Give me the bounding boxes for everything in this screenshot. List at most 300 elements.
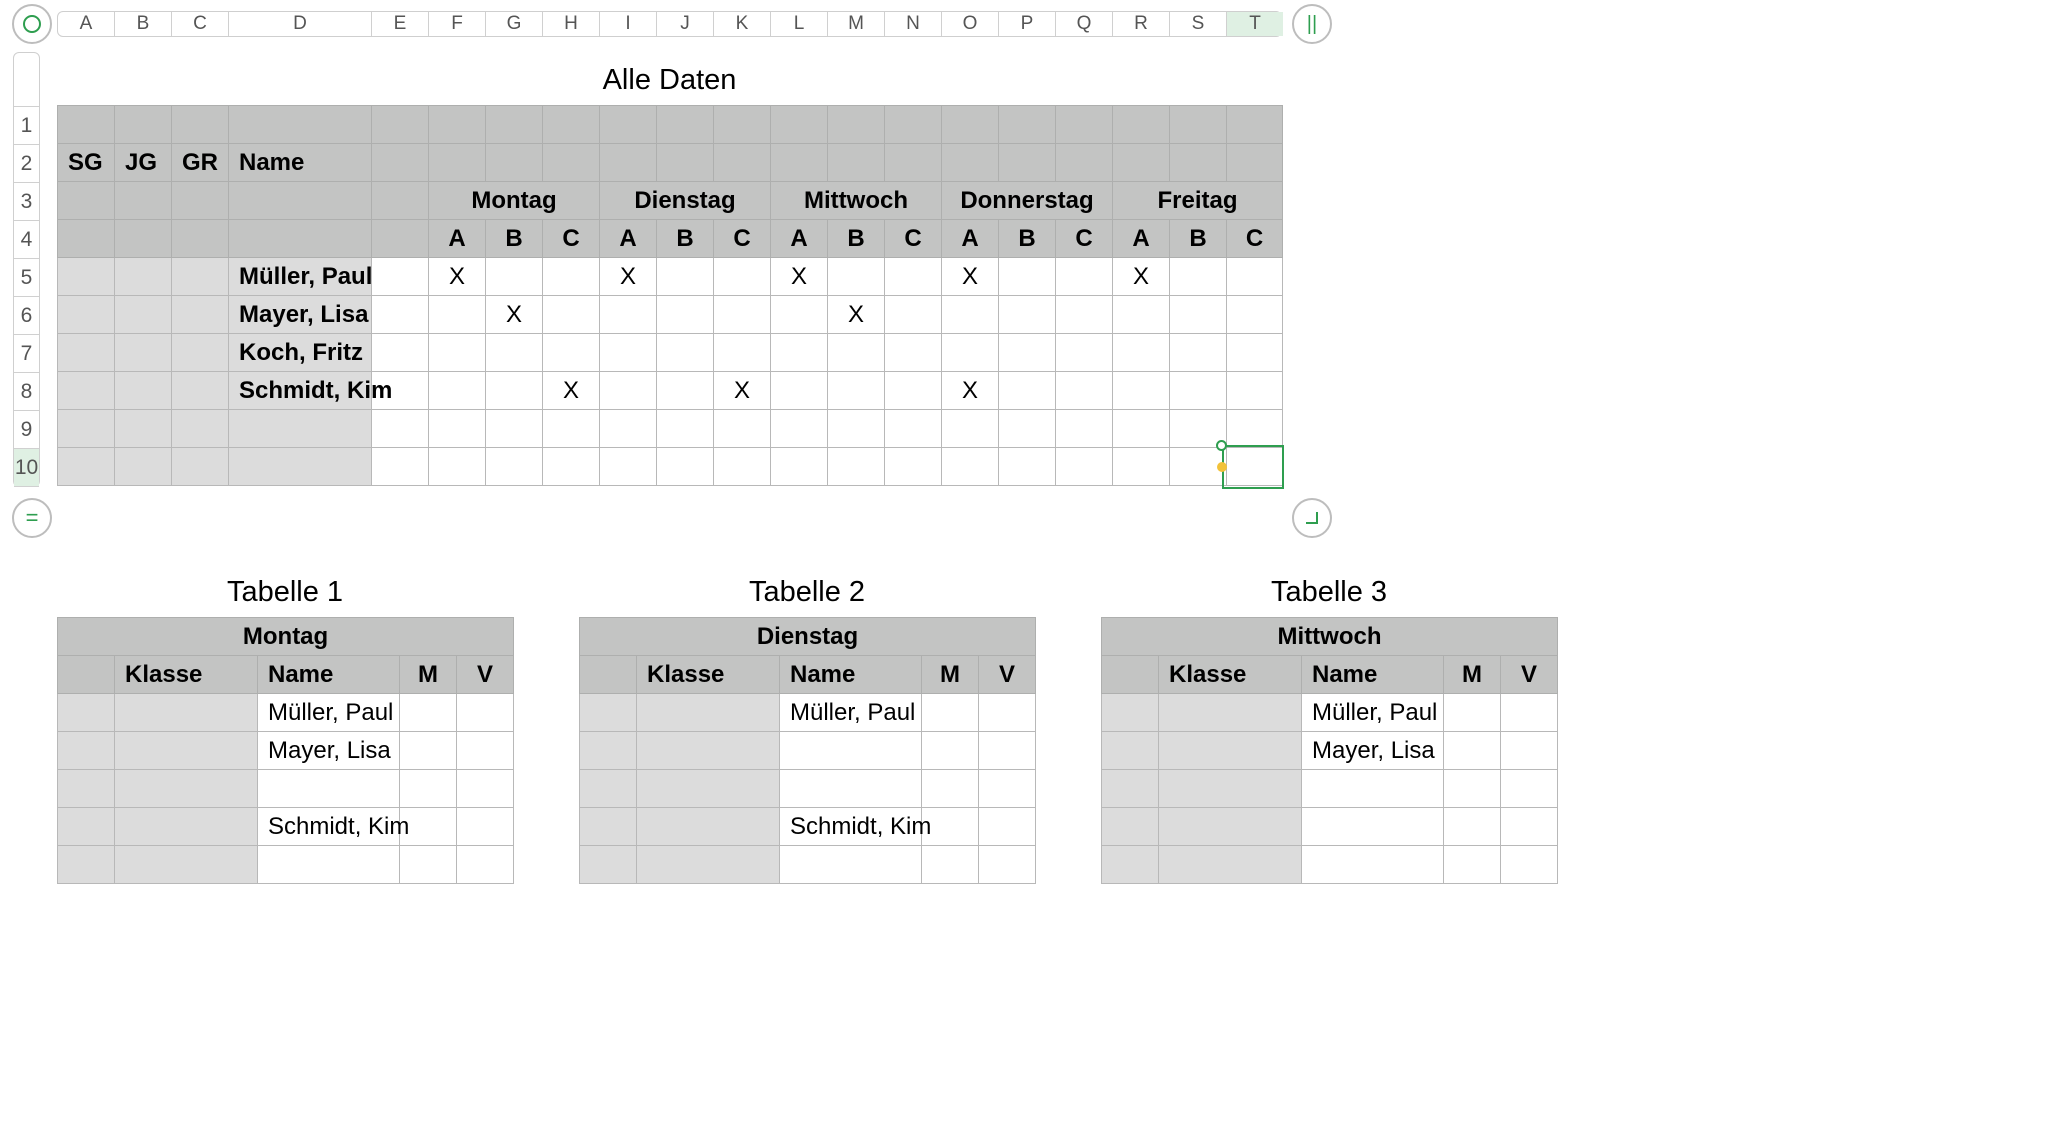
header-cell[interactable] (580, 656, 637, 694)
name-cell[interactable]: Müller, Paul (780, 694, 922, 732)
column-header-f[interactable]: F (429, 12, 486, 36)
body-header-cell[interactable] (115, 372, 172, 410)
column-header-r[interactable]: R (1113, 12, 1170, 36)
mark-cell[interactable] (429, 410, 486, 448)
mark-cell[interactable] (1113, 410, 1170, 448)
klasse-cell[interactable] (1159, 846, 1302, 884)
header-cell[interactable] (885, 144, 942, 182)
header-cell[interactable] (115, 220, 172, 258)
header-cell[interactable] (372, 106, 429, 144)
header-cell[interactable] (714, 144, 771, 182)
body-header-cell[interactable] (580, 694, 637, 732)
mark-cell[interactable] (885, 372, 942, 410)
column-label-m[interactable]: M (1444, 656, 1501, 694)
header-cell[interactable] (600, 106, 657, 144)
header-cell[interactable] (229, 220, 372, 258)
v-cell[interactable] (457, 732, 514, 770)
m-cell[interactable] (400, 846, 457, 884)
klasse-cell[interactable] (637, 846, 780, 884)
mark-cell[interactable]: X (543, 372, 600, 410)
mark-cell[interactable] (429, 296, 486, 334)
name-cell[interactable] (258, 846, 400, 884)
mark-cell[interactable]: X (771, 258, 828, 296)
column-label-m[interactable]: M (400, 656, 457, 694)
header-cell[interactable] (372, 182, 429, 220)
v-cell[interactable] (979, 694, 1036, 732)
mark-cell[interactable] (942, 410, 999, 448)
mark-cell[interactable] (885, 296, 942, 334)
body-header-cell[interactable] (172, 448, 229, 486)
cell[interactable] (372, 296, 429, 334)
mark-cell[interactable] (429, 334, 486, 372)
header-cell[interactable] (600, 144, 657, 182)
mark-cell[interactable] (999, 448, 1056, 486)
mark-cell[interactable] (1056, 296, 1113, 334)
mark-cell[interactable] (885, 448, 942, 486)
header-cell[interactable] (429, 144, 486, 182)
body-header-cell[interactable] (58, 808, 115, 846)
mark-cell[interactable] (1170, 258, 1227, 296)
mark-cell[interactable] (600, 448, 657, 486)
mark-cell[interactable] (828, 448, 885, 486)
header-cell[interactable] (429, 106, 486, 144)
column-header-q[interactable]: Q (1056, 12, 1113, 36)
header-cell[interactable] (828, 106, 885, 144)
mark-cell[interactable] (1227, 258, 1283, 296)
header-cell[interactable] (486, 106, 543, 144)
name-cell[interactable]: Schmidt, Kim (780, 808, 922, 846)
mark-cell[interactable] (1227, 334, 1283, 372)
day-header[interactable]: Montag (58, 618, 514, 656)
column-label-name[interactable]: Name (229, 144, 372, 182)
mark-cell[interactable] (771, 372, 828, 410)
name-cell[interactable]: Koch, Fritz (229, 334, 372, 372)
klasse-cell[interactable] (115, 694, 258, 732)
mark-cell[interactable] (828, 258, 885, 296)
m-cell[interactable] (922, 846, 979, 884)
mark-cell[interactable] (600, 296, 657, 334)
column-header-d[interactable]: D (229, 12, 372, 36)
name-cell[interactable]: Mayer, Lisa (1302, 732, 1444, 770)
mark-cell[interactable] (1056, 372, 1113, 410)
mark-cell[interactable] (714, 334, 771, 372)
body-header-cell[interactable] (58, 770, 115, 808)
row-header-5[interactable]: 5 (14, 259, 39, 297)
header-cell[interactable] (657, 144, 714, 182)
mark-cell[interactable] (714, 258, 771, 296)
slot-header[interactable]: C (1056, 220, 1113, 258)
column-header-p[interactable]: P (999, 12, 1056, 36)
klasse-cell[interactable] (1159, 732, 1302, 770)
mark-cell[interactable] (486, 334, 543, 372)
slot-header[interactable]: C (885, 220, 942, 258)
mark-cell[interactable] (1113, 334, 1170, 372)
body-header-cell[interactable] (1102, 732, 1159, 770)
body-header-cell[interactable] (172, 334, 229, 372)
cell[interactable] (372, 448, 429, 486)
mark-cell[interactable] (942, 448, 999, 486)
mark-cell[interactable] (1170, 372, 1227, 410)
mark-cell[interactable] (543, 334, 600, 372)
header-cell[interactable] (229, 182, 372, 220)
header-cell[interactable] (771, 144, 828, 182)
body-header-cell[interactable] (1102, 770, 1159, 808)
mark-cell[interactable]: X (714, 372, 771, 410)
header-cell[interactable] (115, 182, 172, 220)
m-cell[interactable] (922, 732, 979, 770)
mark-cell[interactable] (714, 448, 771, 486)
mark-cell[interactable] (885, 258, 942, 296)
mark-cell[interactable]: X (600, 258, 657, 296)
column-header-a[interactable]: A (58, 12, 115, 36)
name-cell[interactable] (780, 732, 922, 770)
body-header-cell[interactable] (58, 334, 115, 372)
body-header-cell[interactable] (58, 448, 115, 486)
mark-cell[interactable] (999, 258, 1056, 296)
m-cell[interactable] (400, 732, 457, 770)
day-header-mittwoch[interactable]: Mittwoch (771, 182, 942, 220)
column-header-k[interactable]: K (714, 12, 771, 36)
mark-cell[interactable] (486, 410, 543, 448)
selection-handle-top[interactable] (1216, 440, 1227, 451)
slot-header[interactable]: B (657, 220, 714, 258)
mark-cell[interactable] (771, 296, 828, 334)
mark-cell[interactable]: X (942, 258, 999, 296)
header-cell[interactable] (172, 106, 229, 144)
column-header-c[interactable]: C (172, 12, 229, 36)
header-cell[interactable] (657, 106, 714, 144)
row-header-4[interactable]: 4 (14, 221, 39, 259)
klasse-cell[interactable] (1159, 808, 1302, 846)
row-header-8[interactable]: 8 (14, 373, 39, 411)
body-header-cell[interactable] (580, 732, 637, 770)
body-header-cell[interactable] (115, 448, 172, 486)
name-cell[interactable]: Schmidt, Kim (258, 808, 400, 846)
column-label-v[interactable]: V (979, 656, 1036, 694)
slot-header[interactable]: B (999, 220, 1056, 258)
mark-cell[interactable] (771, 448, 828, 486)
m-cell[interactable] (1444, 732, 1501, 770)
header-cell[interactable] (1227, 144, 1283, 182)
klasse-cell[interactable] (637, 694, 780, 732)
column-label-jg[interactable]: JG (115, 144, 172, 182)
header-cell[interactable] (1170, 106, 1227, 144)
column-header-j[interactable]: J (657, 12, 714, 36)
header-cell[interactable] (714, 106, 771, 144)
day-header[interactable]: Dienstag (580, 618, 1036, 656)
header-cell[interactable] (1056, 144, 1113, 182)
v-cell[interactable] (1501, 694, 1558, 732)
name-cell[interactable] (229, 410, 372, 448)
column-handle-button[interactable] (1292, 4, 1332, 44)
slot-header[interactable]: C (543, 220, 600, 258)
header-cell[interactable] (1113, 106, 1170, 144)
body-header-cell[interactable] (58, 846, 115, 884)
body-header-cell[interactable] (115, 334, 172, 372)
mark-cell[interactable] (657, 372, 714, 410)
header-cell[interactable] (999, 144, 1056, 182)
selection-handle-fill[interactable] (1217, 462, 1227, 472)
mark-cell[interactable] (1227, 372, 1283, 410)
column-label-klasse[interactable]: Klasse (115, 656, 258, 694)
header-cell[interactable] (229, 106, 372, 144)
row-header-2[interactable]: 2 (14, 145, 39, 183)
body-header-cell[interactable] (172, 372, 229, 410)
header-cell[interactable] (1102, 656, 1159, 694)
mark-cell[interactable] (999, 334, 1056, 372)
mark-cell[interactable] (1227, 410, 1283, 448)
body-header-cell[interactable] (58, 694, 115, 732)
day-header[interactable]: Mittwoch (1102, 618, 1558, 656)
body-header-cell[interactable] (115, 296, 172, 334)
table-resize-button[interactable] (1292, 498, 1332, 538)
name-cell[interactable] (258, 770, 400, 808)
header-cell[interactable] (885, 106, 942, 144)
klasse-cell[interactable] (637, 808, 780, 846)
column-header-b[interactable]: B (115, 12, 172, 36)
slot-header[interactable]: B (486, 220, 543, 258)
v-cell[interactable] (979, 846, 1036, 884)
mark-cell[interactable] (714, 296, 771, 334)
m-cell[interactable] (400, 694, 457, 732)
mark-cell[interactable]: X (486, 296, 543, 334)
mark-cell[interactable]: X (828, 296, 885, 334)
mark-cell[interactable] (486, 372, 543, 410)
name-cell[interactable] (780, 846, 922, 884)
row-header-9[interactable]: 9 (14, 411, 39, 449)
m-cell[interactable] (1444, 770, 1501, 808)
mark-cell[interactable] (657, 410, 714, 448)
name-cell[interactable]: Schmidt, Kim (229, 372, 372, 410)
header-cell[interactable] (372, 144, 429, 182)
v-cell[interactable] (457, 846, 514, 884)
klasse-cell[interactable] (115, 732, 258, 770)
day-header-montag[interactable]: Montag (429, 182, 600, 220)
mark-cell[interactable] (429, 448, 486, 486)
klasse-cell[interactable] (115, 770, 258, 808)
header-cell[interactable] (1170, 144, 1227, 182)
mark-cell[interactable] (543, 258, 600, 296)
m-cell[interactable] (922, 694, 979, 732)
cell[interactable] (372, 410, 429, 448)
header-cell[interactable] (372, 220, 429, 258)
column-header-t[interactable]: T (1227, 12, 1283, 36)
slot-header[interactable]: A (1113, 220, 1170, 258)
body-header-cell[interactable] (580, 846, 637, 884)
column-label-v[interactable]: V (457, 656, 514, 694)
column-label-klasse[interactable]: Klasse (1159, 656, 1302, 694)
m-cell[interactable] (922, 770, 979, 808)
slot-header[interactable]: B (1170, 220, 1227, 258)
row-header-6[interactable]: 6 (14, 297, 39, 335)
mark-cell[interactable] (771, 334, 828, 372)
body-header-cell[interactable] (1102, 846, 1159, 884)
name-cell[interactable] (1302, 846, 1444, 884)
header-cell[interactable] (1113, 144, 1170, 182)
name-cell[interactable]: Müller, Paul (258, 694, 400, 732)
mark-cell[interactable] (1113, 296, 1170, 334)
mark-cell[interactable] (543, 448, 600, 486)
header-cell[interactable] (999, 106, 1056, 144)
mark-cell[interactable] (999, 410, 1056, 448)
name-cell[interactable] (1302, 808, 1444, 846)
header-cell[interactable] (543, 106, 600, 144)
v-cell[interactable] (457, 694, 514, 732)
name-cell[interactable]: Mayer, Lisa (229, 296, 372, 334)
mark-cell[interactable] (543, 296, 600, 334)
mark-cell[interactable] (942, 334, 999, 372)
cell[interactable] (372, 334, 429, 372)
mark-cell[interactable] (600, 372, 657, 410)
column-label-sg[interactable]: SG (58, 144, 115, 182)
m-cell[interactable] (1444, 846, 1501, 884)
column-header-o[interactable]: O (942, 12, 999, 36)
mark-cell[interactable] (657, 448, 714, 486)
body-header-cell[interactable] (58, 296, 115, 334)
column-label-name[interactable]: Name (1302, 656, 1444, 694)
v-cell[interactable] (1501, 770, 1558, 808)
klasse-cell[interactable] (637, 732, 780, 770)
mark-cell[interactable] (1170, 296, 1227, 334)
mark-cell[interactable] (600, 334, 657, 372)
row-header-3[interactable]: 3 (14, 183, 39, 221)
select-all-button[interactable] (12, 4, 52, 44)
column-header-l[interactable]: L (771, 12, 828, 36)
mark-cell[interactable] (1056, 410, 1113, 448)
slot-header[interactable]: C (714, 220, 771, 258)
column-header-s[interactable]: S (1170, 12, 1227, 36)
mark-cell[interactable] (1227, 296, 1283, 334)
mark-cell[interactable] (714, 410, 771, 448)
klasse-cell[interactable] (1159, 694, 1302, 732)
body-header-cell[interactable] (580, 770, 637, 808)
m-cell[interactable] (400, 770, 457, 808)
header-cell[interactable] (115, 106, 172, 144)
column-header-e[interactable]: E (372, 12, 429, 36)
mark-cell[interactable]: X (942, 372, 999, 410)
mark-cell[interactable] (1170, 334, 1227, 372)
header-cell[interactable] (58, 182, 115, 220)
body-header-cell[interactable] (58, 410, 115, 448)
row-header-10[interactable]: 10 (14, 449, 39, 487)
mark-cell[interactable] (486, 448, 543, 486)
mark-cell[interactable] (1113, 372, 1170, 410)
body-header-cell[interactable] (58, 258, 115, 296)
column-label-klasse[interactable]: Klasse (637, 656, 780, 694)
klasse-cell[interactable] (115, 846, 258, 884)
slot-header[interactable]: A (771, 220, 828, 258)
m-cell[interactable] (1444, 694, 1501, 732)
selected-cell[interactable] (1222, 445, 1284, 489)
slot-header[interactable]: A (429, 220, 486, 258)
column-header-n[interactable]: N (885, 12, 942, 36)
header-cell[interactable] (172, 220, 229, 258)
body-header-cell[interactable] (115, 410, 172, 448)
body-header-cell[interactable] (1102, 694, 1159, 732)
v-cell[interactable] (979, 732, 1036, 770)
slot-header[interactable]: C (1227, 220, 1283, 258)
mark-cell[interactable] (828, 334, 885, 372)
body-header-cell[interactable] (58, 372, 115, 410)
row-header-7[interactable]: 7 (14, 335, 39, 373)
header-cell[interactable] (942, 106, 999, 144)
mark-cell[interactable] (1113, 448, 1170, 486)
day-header-dienstag[interactable]: Dienstag (600, 182, 771, 220)
mark-cell[interactable] (657, 258, 714, 296)
day-header-donnerstag[interactable]: Donnerstag (942, 182, 1113, 220)
mark-cell[interactable] (999, 296, 1056, 334)
body-header-cell[interactable] (172, 258, 229, 296)
header-cell[interactable] (1227, 106, 1283, 144)
row-handle-button[interactable] (12, 498, 52, 538)
mark-cell[interactable] (1056, 258, 1113, 296)
header-cell[interactable] (828, 144, 885, 182)
column-label-v[interactable]: V (1501, 656, 1558, 694)
mark-cell[interactable]: X (429, 258, 486, 296)
mark-cell[interactable] (1056, 334, 1113, 372)
mark-cell[interactable] (600, 410, 657, 448)
mark-cell[interactable] (999, 372, 1056, 410)
column-label-name[interactable]: Name (258, 656, 400, 694)
klasse-cell[interactable] (1159, 770, 1302, 808)
slot-header[interactable]: B (828, 220, 885, 258)
name-cell[interactable] (1302, 770, 1444, 808)
name-cell[interactable]: Müller, Paul (1302, 694, 1444, 732)
header-cell[interactable] (771, 106, 828, 144)
mark-cell[interactable] (942, 296, 999, 334)
mark-cell[interactable] (885, 334, 942, 372)
mark-cell[interactable] (543, 410, 600, 448)
column-header-g[interactable]: G (486, 12, 543, 36)
day-header-freitag[interactable]: Freitag (1113, 182, 1283, 220)
name-cell[interactable]: Müller, Paul (229, 258, 372, 296)
v-cell[interactable] (457, 770, 514, 808)
column-header-i[interactable]: I (600, 12, 657, 36)
column-header-h[interactable]: H (543, 12, 600, 36)
row-header-1[interactable]: 1 (14, 107, 39, 145)
header-cell[interactable] (58, 656, 115, 694)
mark-cell[interactable] (429, 372, 486, 410)
v-cell[interactable] (457, 808, 514, 846)
mark-cell[interactable] (657, 296, 714, 334)
body-header-cell[interactable] (580, 808, 637, 846)
slot-header[interactable]: A (942, 220, 999, 258)
v-cell[interactable] (979, 770, 1036, 808)
column-label-m[interactable]: M (922, 656, 979, 694)
body-header-cell[interactable] (172, 296, 229, 334)
header-cell[interactable] (58, 220, 115, 258)
body-header-cell[interactable] (58, 732, 115, 770)
header-cell[interactable] (942, 144, 999, 182)
body-header-cell[interactable] (115, 258, 172, 296)
name-cell[interactable]: Mayer, Lisa (258, 732, 400, 770)
mark-cell[interactable] (657, 334, 714, 372)
header-cell[interactable] (58, 106, 115, 144)
body-header-cell[interactable] (172, 410, 229, 448)
mark-cell[interactable] (828, 372, 885, 410)
v-cell[interactable] (1501, 808, 1558, 846)
m-cell[interactable] (1444, 808, 1501, 846)
header-cell[interactable] (1056, 106, 1113, 144)
column-label-gr[interactable]: GR (172, 144, 229, 182)
klasse-cell[interactable] (637, 770, 780, 808)
cell[interactable] (372, 258, 429, 296)
mark-cell[interactable] (828, 410, 885, 448)
v-cell[interactable] (979, 808, 1036, 846)
mark-cell[interactable]: X (1113, 258, 1170, 296)
column-label-name[interactable]: Name (780, 656, 922, 694)
name-cell[interactable] (780, 770, 922, 808)
